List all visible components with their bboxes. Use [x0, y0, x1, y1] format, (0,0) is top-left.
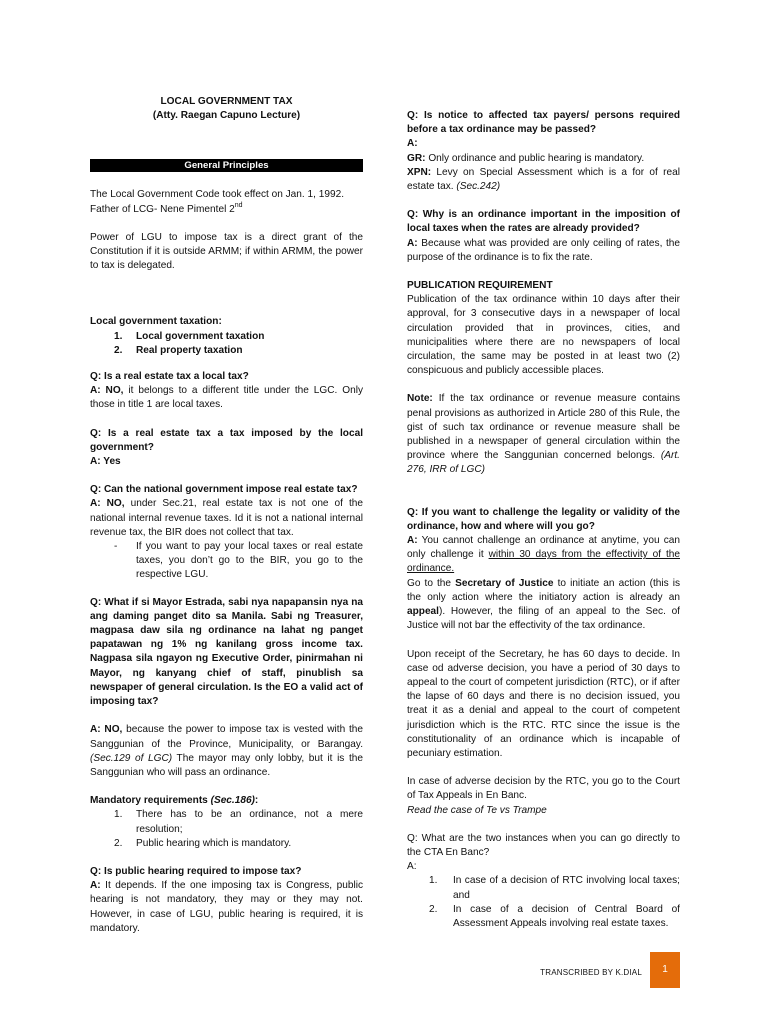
left-column	[90, 95, 363, 936]
list-item: 1. There has to be an ordinance, not a mere resolution;	[114, 809, 363, 835]
taxation-list	[90, 330, 363, 358]
answer-text: A: Because what was provided are only ceiling of rates, the purpose of the ordinance is to fix the rate.	[407, 237, 680, 263]
intro-power: Power of LGU to impose tax is a direct grant of the Constitution if it is outside ARMM; if within ARMM, the power to tax is delegated.	[90, 231, 363, 272]
publication-body: Publication of the tax ordinance within 10 days after their approval, for 3 consecutive days in a newspaper of local circulation provided that in provinces, cities, and municipalities where there are no newspapers of local circulation, the same may be posted in at least two (2) conspicuous and publicly accessible places.	[407, 294, 680, 377]
document-subtitle: (Atty. Raegan Capuno Lecture)	[152, 110, 301, 122]
question-text: Q: Is a real estate tax a local tax?	[90, 371, 249, 383]
publication-note: Note: If the tax ordinance or revenue measure contains penal provisions as authorized in Article 280 of this Rule, the gist of such tax ordinance or revenue measure shall be published in a newspaper of general circulation within the province where the Sanggunian concerned belongs. (Art. 276, IRR of LGC)	[407, 393, 680, 476]
question-text: Q: Can the national government impose real estate tax?	[90, 484, 358, 496]
question-text: Q: Is a real estate tax a tax imposed by the local government?	[90, 427, 363, 453]
page-number: 1	[650, 952, 680, 988]
list-item: 2. Real property taxation	[114, 344, 243, 356]
taxation-heading: Local government taxation:	[90, 316, 222, 328]
rtc-text: In case of adverse decision by the RTC, you go to the Court of Tax Appeals in En Banc.	[407, 776, 680, 802]
answer-text: A: It depends. If the one imposing tax is Congress, public hearing is not mandatory, they may or they may not. However, in case of LGU, public hearing is required, it is mandatory.	[90, 880, 363, 934]
page-footer	[518, 952, 680, 988]
transcriber-credit: TRANSCRIBED BY K.DIAL	[540, 968, 642, 977]
cta-list	[407, 874, 680, 931]
right-column	[407, 95, 680, 931]
answer-text: A: NO, under Sec.21, real estate tax is not one of the national internal revenue taxes. Id it is not a national internal revenue tax, the BIR does not collect that tax.	[90, 498, 363, 538]
answer-text: A: Yes	[90, 456, 121, 468]
read-case: Read the case of Te vs Trampe	[407, 804, 547, 816]
mandatory-list	[90, 808, 363, 851]
section-bar-general-principles: General Principles	[90, 159, 363, 172]
question-text: Q: What if si Mayor Estrada, sabi nya napapansin nya na ang daming panget dito sa Manila. Sabi ng Treasurer, magpasa daw sila ng ordinance na lahat ng panget papatawan ng 1% ng kanilang gross income tax. Nagpasa sila ngayon ng Executive Order, pinirmahan ni Mayor, ng kanyang chief of staff, pinublish sa newspaper of general circulation. Is the EO a valid act of imposing tax?	[90, 596, 363, 708]
answer-text: A: NO, it belongs to a different title under the LGC. Only those in title 1 are local taxes.	[90, 385, 364, 411]
list-item: 1. Local government taxation	[114, 330, 265, 342]
intro-effect: The Local Government Code took effect on Jan. 1, 1992.	[90, 189, 344, 201]
question-text: Q: Is public hearing required to impose tax?	[90, 865, 302, 877]
answer-text: A: You cannot challenge an ordinance at anytime, you can only challenge it within 30 days from the effectivity of the ordinance.	[407, 535, 680, 575]
bullet-list	[90, 540, 363, 583]
list-item: - If you want to pay your local taxes or real estate taxes, you don’t go to the BIR, you go to the respective LGU.	[114, 541, 363, 581]
mandatory-heading: Mandatory requirements (Sec.186):	[90, 795, 259, 807]
list-item: 1. In case of a decision of RTC involving local taxes; and	[429, 875, 680, 901]
answer-label: A:	[407, 861, 417, 873]
publication-heading: PUBLICATION REQUIREMENT	[407, 280, 553, 292]
list-item: 2. In case of a decision of Central Board of Assessment Appeals involving real estate taxes.	[429, 903, 680, 929]
exception: XPN: Levy on Special Assessment which is a for of real estate tax. (Sec.242)	[407, 166, 680, 193]
list-item: 2. Public hearing which is mandatory.	[114, 837, 292, 849]
receipt-text: Upon receipt of the Secretary, he has 60 days to decide. In case od adverse decision, you have a period of 30 days to appeal to the court of competent jurisdiction (RTC), or if after the lapse of 60 days and there is no decision issued, you treat it as a denial and appeal to the court of competent jurisdiction which is the RTC. RTC since the issue is the constitutionality of an ordinance which is incapable of pecuniary estimation.	[407, 648, 680, 759]
document-title: LOCAL GOVERNMENT TAX	[160, 96, 293, 107]
secretary-of-justice-text: Go to the Secretary of Justice to initiate an action (this is the only action where the initiatory action is already an appeal). However, the filing of an appeal to the Sec. of Justice will not bar the effectivity of the tax ordinance.	[407, 577, 680, 632]
intro-father: Father of LCG- Nene Pimentel 2nd	[90, 201, 243, 215]
question-text: Q: Why is an ordinance important in the imposition of local taxes when the rates are already provided?	[407, 209, 680, 235]
question-text: Q: What are the two instances when you can go directly to the CTA En Banc?	[407, 832, 680, 858]
question-text: Q: Is notice to affected tax payers/ persons required before a tax ordinance may be passed?	[407, 110, 680, 136]
question-text: Q: If you want to challenge the legality or validity of the ordinance, how and where will you go?	[407, 506, 680, 532]
general-rule: GR: Only ordinance and public hearing is mandatory.	[407, 152, 645, 164]
answer-text: A: NO, because the power to impose tax is vested with the Sanggunian of the Province, Municipality, or Barangay. (Sec.129 of LGC) The mayor may only lobby, but it is the Sanggunian who will pass an ordinance.	[90, 724, 363, 778]
answer-label: A:	[407, 138, 418, 150]
